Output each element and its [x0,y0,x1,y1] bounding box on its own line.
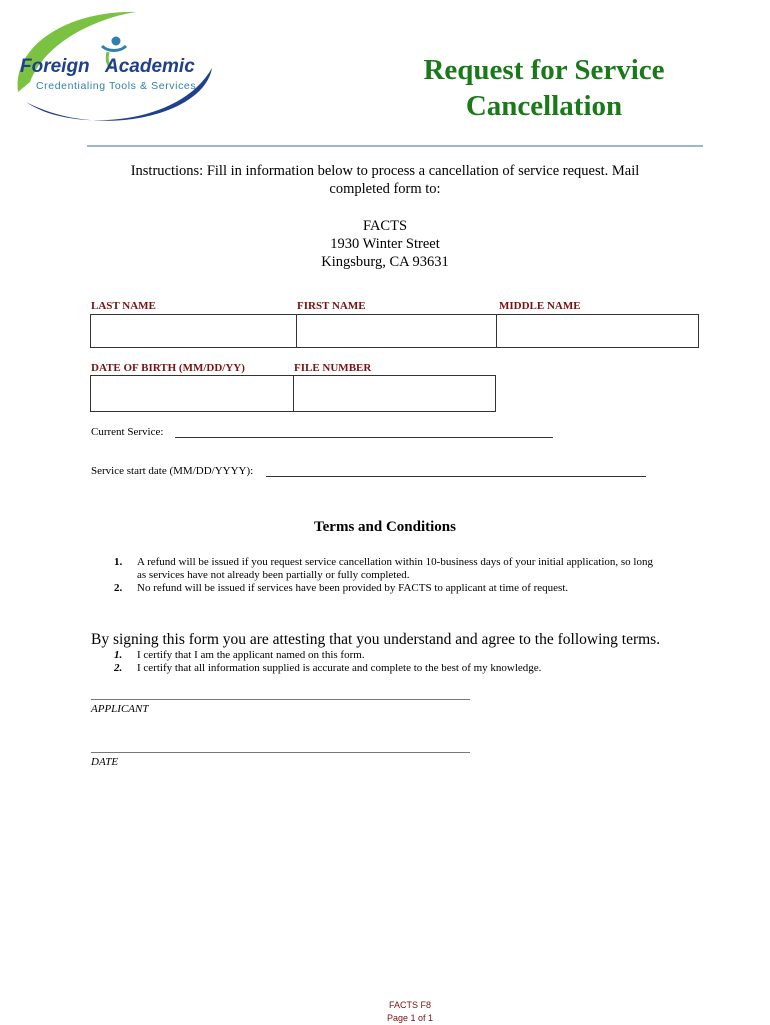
form-code: FACTS F8 [388,1000,431,1010]
applicant-label: APPLICANT [91,703,149,715]
term-text-line-1: A refund will be issued if you request service cancellation within 10-business days of your initial application, so long [137,556,653,568]
dob-input[interactable] [90,375,294,412]
term-text-line-2: as services have not already been partially or fully completed. [137,569,410,581]
page-title [390,52,698,124]
address-name: FACTS [362,218,408,234]
logo-word-foreign: Foreign [20,56,90,77]
term-item [91,556,691,582]
address-city: Kingsburg, CA 93631 [321,254,449,270]
title-line-1: Request for Service [423,54,665,86]
facts-logo [8,6,218,131]
applicant-signature-line[interactable] [91,699,470,700]
logo-tagline: Credentialing Tools & Services [36,80,197,92]
instructions [100,162,670,198]
term-number: 1. [114,556,123,568]
logo-word-academic: Academic [105,56,195,77]
current-service-line[interactable] [175,424,553,438]
address-street: 1930 Winter Street [330,236,440,252]
date-label: DATE [91,756,119,768]
service-start-line[interactable] [266,463,646,477]
last-name-input[interactable] [90,314,297,348]
file-number-label: FILE NUMBER [294,362,372,374]
page-footer [335,999,485,1025]
terms-list [91,556,691,595]
instructions-line-1: Instructions: Fill in information below to process a cancellation of service request. Mail [130,163,640,179]
attestation-text: I certify that all information supplied is accurate and complete to the best of my knowledge. [137,662,542,674]
date-signature-line[interactable] [91,752,470,753]
attestation-number: 2. [114,662,123,674]
terms-heading: Terms and Conditions [314,519,456,535]
file-number-input[interactable] [293,375,496,412]
attestation-item [91,662,691,675]
last-name-label: LAST NAME [91,300,156,312]
attestation-statement: By signing this form you are attesting that you understand and agree to the following terms. [91,631,661,648]
attestation-number: 1. [114,649,123,661]
page-number: Page 1 of 1 [386,1013,434,1023]
attestation-item [91,649,691,662]
mailing-address [100,217,670,271]
current-service-label: Current Service: [91,426,164,438]
term-text: No refund will be issued if services have been provided by FACTS to applicant at time of request. [137,582,569,594]
service-start-label: Service start date (MM/DD/YYYY): [91,465,254,477]
instructions-line-2: completed form to: [329,181,441,197]
title-line-2: Cancellation [465,90,623,122]
dob-label: DATE OF BIRTH (MM/DD/YY) [91,362,245,374]
first-name-input[interactable] [296,314,497,348]
middle-name-label: MIDDLE NAME [499,300,581,312]
attestation-text: I certify that I am the applicant named on this form. [137,649,365,661]
attestation-list [91,649,691,675]
term-item [91,582,691,595]
middle-name-input[interactable] [496,314,699,348]
title-divider [87,145,703,147]
term-number: 2. [114,582,123,594]
first-name-label: FIRST NAME [297,300,366,312]
